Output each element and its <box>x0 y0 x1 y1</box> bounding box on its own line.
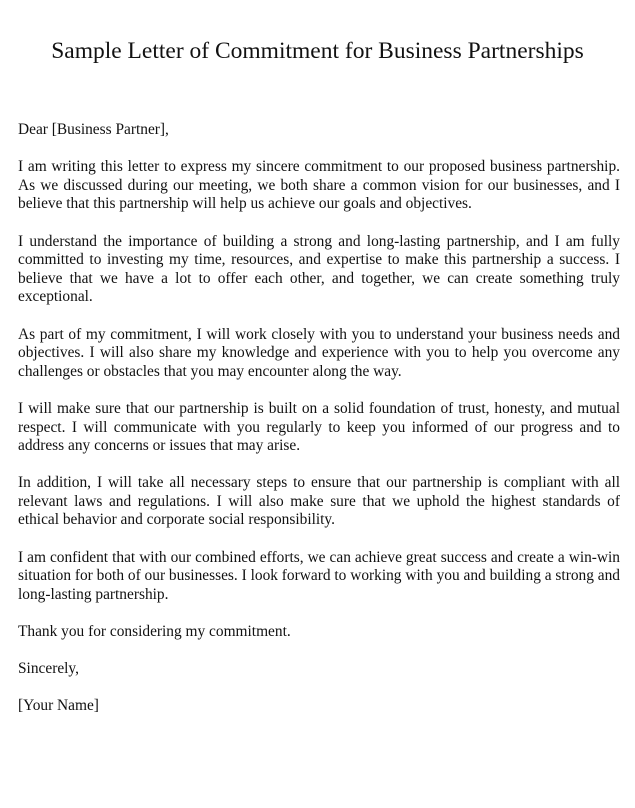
document-title: Sample Letter of Commitment for Business Partnerships <box>51 38 584 64</box>
letter-body <box>18 121 620 735</box>
closing-line: Sincerely, <box>18 660 79 678</box>
paragraph-3: As part of my commitment, I will work closely with you to understand your business needs and objectives. I will also share my knowledge and experience with you to help you overcome any challenges or obstacles that you may encounter along the way. <box>18 325 620 380</box>
paragraph-1: I am writing this letter to express my sincere commitment to our proposed business partnership. As we discussed during our meeting, we both share a common vision for our businesses, and I believe that this partnership will help us achieve our goals and objectives. <box>18 158 620 213</box>
paragraph-4: I will make sure that our partnership is built on a solid foundation of trust, honesty, and mutual respect. I will communicate with you regularly to keep you informed of our progress and to address any concerns or issues that may arise. <box>18 399 620 455</box>
salutation: Dear [Business Partner], <box>18 121 169 138</box>
paragraph-5: In addition, I will take all necessary steps to ensure that our partnership is compliant with all relevant laws and regulations. I will also make sure that we uphold the highest standards of ethical behavior and corporate social responsibility. <box>18 474 620 529</box>
paragraph-2: I understand the importance of building a strong and long-lasting partnership, and I am fully committed to investing my time, resources, and expertise to make this partnership a success. I believe that we have a lot to offer each other, and together, we can create something truly exceptional. <box>18 232 620 306</box>
thanks-line: Thank you for considering my commitment. <box>18 623 291 641</box>
paragraph-6: I am confident that with our combined efforts, we can achieve great success and create a win-win situation for both of our businesses. I look forward to working with you and building a strong and long-lasting partnership. <box>18 548 620 603</box>
signature-placeholder: [Your Name] <box>18 697 99 715</box>
